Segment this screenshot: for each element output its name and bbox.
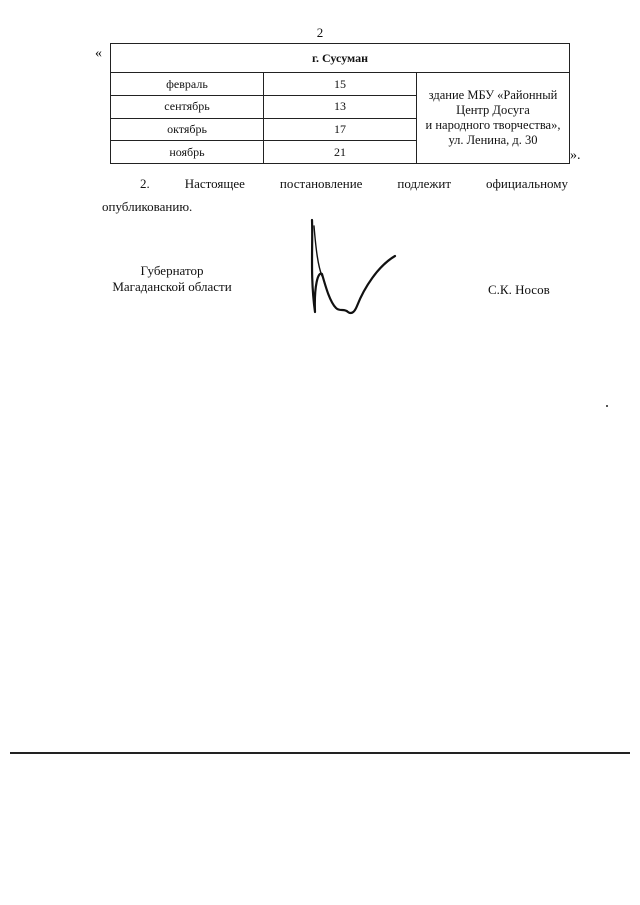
city-header: г. Сусуман bbox=[111, 44, 570, 73]
closing-quote: ». bbox=[570, 148, 581, 163]
venue-line: здание МБУ «Районный Центр Досуга bbox=[428, 88, 558, 117]
day-cell: 13 bbox=[264, 95, 417, 118]
clause-word: постановление bbox=[279, 176, 363, 191]
month-cell: сентябрь bbox=[111, 95, 264, 118]
day-cell: 17 bbox=[264, 118, 417, 141]
day-cell: 15 bbox=[264, 73, 417, 96]
month-cell: ноябрь bbox=[111, 141, 264, 164]
publication-clause-line1 bbox=[102, 176, 568, 192]
signatory-region: Магаданской области bbox=[112, 279, 232, 294]
venue-line: ул. Ленина, д. 30 bbox=[448, 133, 538, 147]
clause-word: подлежит bbox=[397, 176, 451, 191]
month-cell: февраль bbox=[111, 73, 264, 96]
clause-word: официальному bbox=[485, 176, 568, 191]
venue-cell bbox=[417, 73, 570, 164]
signatory-name: С.К. Носов bbox=[488, 282, 550, 297]
clause-word: 2. Настоящее bbox=[140, 176, 245, 191]
scan-speck bbox=[606, 405, 608, 407]
handwritten-signature bbox=[300, 216, 400, 318]
table-row bbox=[111, 73, 570, 96]
schedule-table bbox=[110, 43, 570, 164]
venue-line: и народного творчества», bbox=[425, 118, 561, 132]
opening-quote: « bbox=[95, 46, 102, 61]
publication-clause-line2: опубликованию. bbox=[102, 199, 193, 214]
page-number: 2 bbox=[316, 25, 324, 40]
month-cell: октябрь bbox=[111, 118, 264, 141]
bottom-rule bbox=[10, 752, 630, 754]
day-cell: 21 bbox=[264, 141, 417, 164]
table-header-row bbox=[111, 44, 570, 73]
signatory-title: Губернатор bbox=[140, 263, 204, 278]
